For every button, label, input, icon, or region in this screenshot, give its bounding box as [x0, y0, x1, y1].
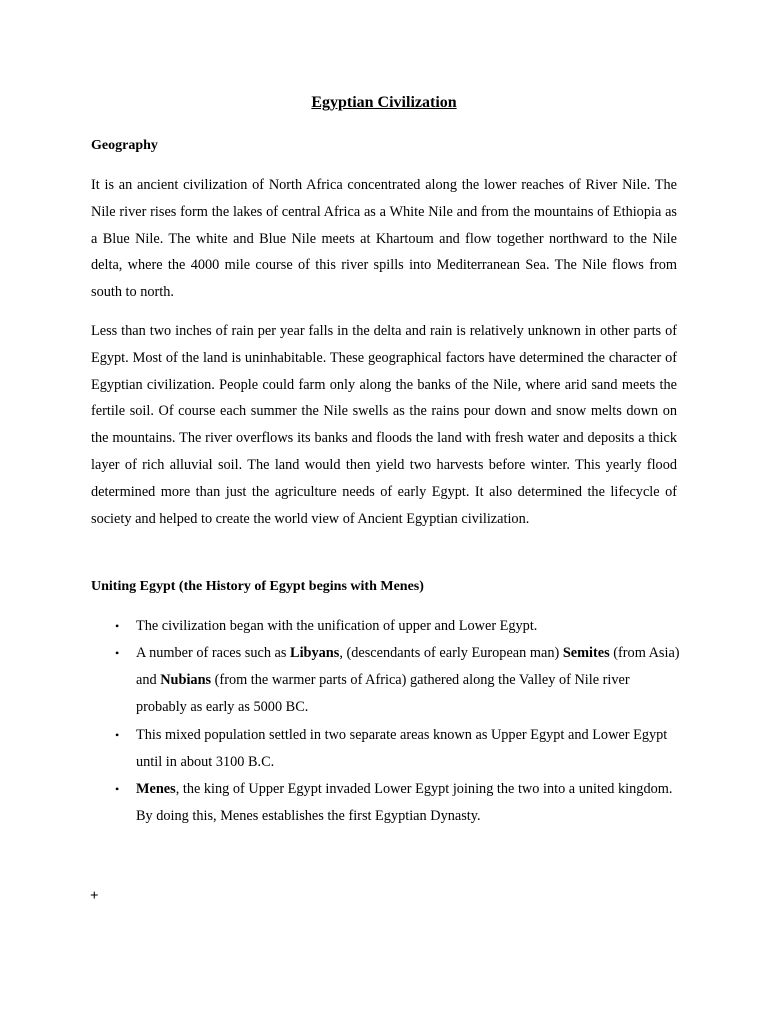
bullet-marker: •: [115, 728, 120, 742]
bullet-text: A number of races such as: [136, 645, 291, 661]
bullet-item-unification: [115, 613, 681, 640]
bullet-marker: •: [115, 619, 120, 633]
bullet-text: , (descendants of early European man): [339, 645, 563, 661]
bold-term-menes: Menes: [136, 781, 176, 797]
geography-heading: Geography: [91, 138, 158, 153]
bullet-text: This mixed population settled in two separate areas known as Upper Egypt and Lower Egypt until in about 3100 B.C.: [136, 727, 668, 770]
bold-term-nubians: Nubians: [160, 671, 212, 688]
page-title: Egyptian Civilization: [311, 94, 457, 111]
bullet-item-menes: [115, 776, 681, 830]
uniting-egypt-heading: Uniting Egypt (the History of Egypt begins with Menes): [91, 579, 424, 594]
plus-mark: +: [90, 888, 99, 904]
bold-term-libyans: Libyans: [290, 645, 340, 661]
bullet-text: , the king of Upper Egypt invaded Lower Egypt joining the two into a united kingdom. By doing this, Menes establishes the first Egyptian Dynasty.: [136, 781, 673, 824]
bullet-text: (from Asia) and: [136, 645, 680, 688]
geography-paragraph-1: It is an ancient civilization of North Africa concentrated along the lower reaches of River Nile. The Nile river rises form the lakes of central Africa as a White Nile and from the mountains of Ethiopia as a Blue Nile. The white and Blue Nile meets at Khartoum and flow together northward to the Nile delta, where the 4000 mile course of this river spills into Mediterranean Sea. The Nile flows from south to north.: [91, 177, 677, 301]
bullet-marker: •: [115, 646, 120, 660]
geography-paragraph-2: Less than two inches of rain per year falls in the delta and rain is relatively unknown in other parts of Egypt. Most of the land is uninhabitable. These geographical factors have determined the character of Egyptian civilization. People could farm only along the banks of the Nile, where arid sand meets the fertile soil. Of course each summer the Nile swells as the rains pour down and snow melts down on the mountains. The river overflows its banks and floods the land with fresh water and deposits a thick layer of rich alluvial soil. The land would then yield two harvests before winter. This yearly flood determined more than just the agriculture needs of early Egypt. It also determined the lifecycle of society and helped to create the world view of Ancient Egyptian civilization.: [91, 323, 677, 527]
bullet-text: The civilization began with the unification of upper and Lower Egypt.: [136, 618, 538, 634]
bold-term-semites: Semites: [562, 645, 610, 661]
bullet-text: (from the warmer parts of Africa) gathered along the Valley of Nile river probably as early as 5000 BC.: [136, 671, 630, 715]
bullet-marker: •: [115, 782, 120, 796]
bullet-item-races: [115, 640, 681, 720]
bullet-item-population: [115, 722, 681, 776]
